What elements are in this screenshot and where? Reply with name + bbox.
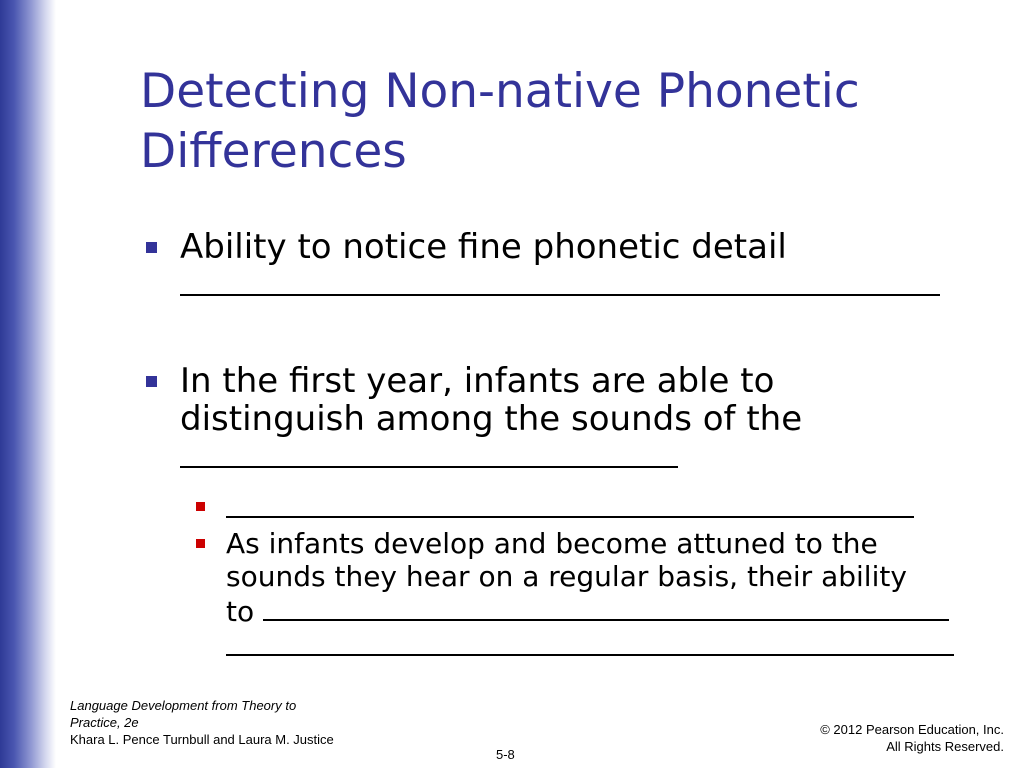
bullet-1 [180,228,940,304]
fill-in-blank [226,628,954,656]
book-title-line-2: Practice, 2e [70,715,139,730]
sub-bullet-2 [226,527,954,663]
footer-citation [70,697,370,748]
bullet-2 [180,362,802,476]
bullet-1-blank [180,266,940,304]
sub-bullet-2-line-3 [226,593,954,628]
square-bullet-icon [146,242,157,253]
sub-bullet-1-blank [226,490,914,525]
fill-in-blank [180,440,678,468]
sub-bullet-2-line-4 [226,628,954,663]
sub-bullet-2-line-1: As infants develop and become attuned to the [226,527,878,560]
rights-text: All Rights Reserved. [886,739,1004,754]
sub-bullet-2-line-2: sounds they hear on a regular basis, their ability [226,560,907,593]
page-number: 5-8 [496,747,515,762]
side-gradient-bar [0,0,56,768]
bullet-1-text: Ability to notice fine phonetic detail [180,227,787,267]
bullet-2-line-1: In the first year, infants are able to [180,361,775,401]
sub-bullet-2-line-3-prefix: to [226,595,255,628]
slide-title: Detecting Non-native Phonetic Differences [140,64,860,179]
fill-in-blank [226,490,914,518]
bullet-2-line-2: distinguish among the sounds of the [180,399,803,439]
fill-in-blank [263,593,949,621]
copyright-text: © 2012 Pearson Education, Inc. [820,722,1004,737]
footer-copyright [820,721,1004,755]
fill-in-blank [180,268,940,296]
square-bullet-icon [196,539,205,548]
book-title-line-1: Language Development from Theory to [70,698,297,713]
square-bullet-icon [196,502,205,511]
sub-bullet-1 [226,490,914,525]
square-bullet-icon [146,376,157,387]
book-authors: Khara L. Pence Turnbull and Laura M. Justice [70,732,334,747]
bullet-2-blank [180,438,802,476]
